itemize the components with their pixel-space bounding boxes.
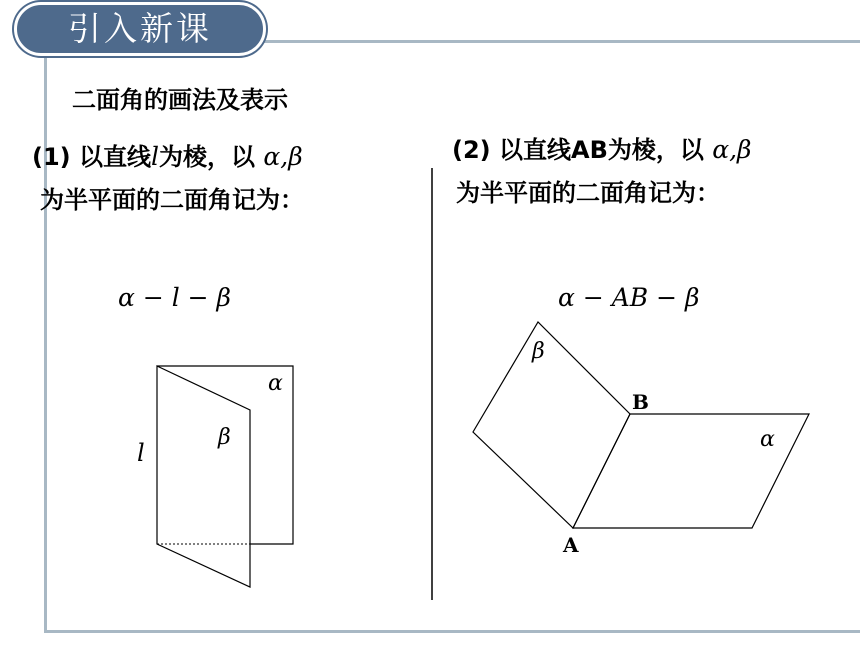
fig1-edge-label: l: [137, 439, 145, 467]
case1-prefix: (1) 以直线: [32, 143, 151, 171]
case1-line2: 为半平面的二面角记为：: [40, 186, 304, 214]
case2-line2: 为半平面的二面角记为：: [456, 179, 720, 207]
case1-notation: α − l − β: [118, 283, 232, 312]
figure-2: [473, 322, 809, 557]
case2-notation: α − AB − β: [558, 283, 700, 312]
case2-planes-symbol: α,β: [712, 135, 752, 164]
slide-heading: 二面角的画法及表示: [72, 86, 288, 114]
fig2-alpha-label: α: [760, 427, 775, 452]
case2-prefix: (2) 以直线AB为棱，以: [452, 136, 704, 164]
fig1-alpha-label: α: [268, 371, 283, 396]
point-b-label: B: [632, 390, 649, 414]
case1-edge-symbol: l: [151, 142, 159, 171]
plane-beta-2: [473, 322, 630, 528]
point-a-label: A: [563, 533, 579, 557]
fig1-beta-label: β: [218, 425, 231, 450]
figure-1: [137, 366, 293, 587]
fig2-beta-label: β: [532, 339, 545, 364]
case1-planes-symbol: α,β: [263, 142, 303, 171]
plane-beta-1: [157, 366, 250, 587]
case1-middle: 为棱，以: [159, 143, 255, 171]
section-title: 引入新课: [14, 2, 266, 56]
